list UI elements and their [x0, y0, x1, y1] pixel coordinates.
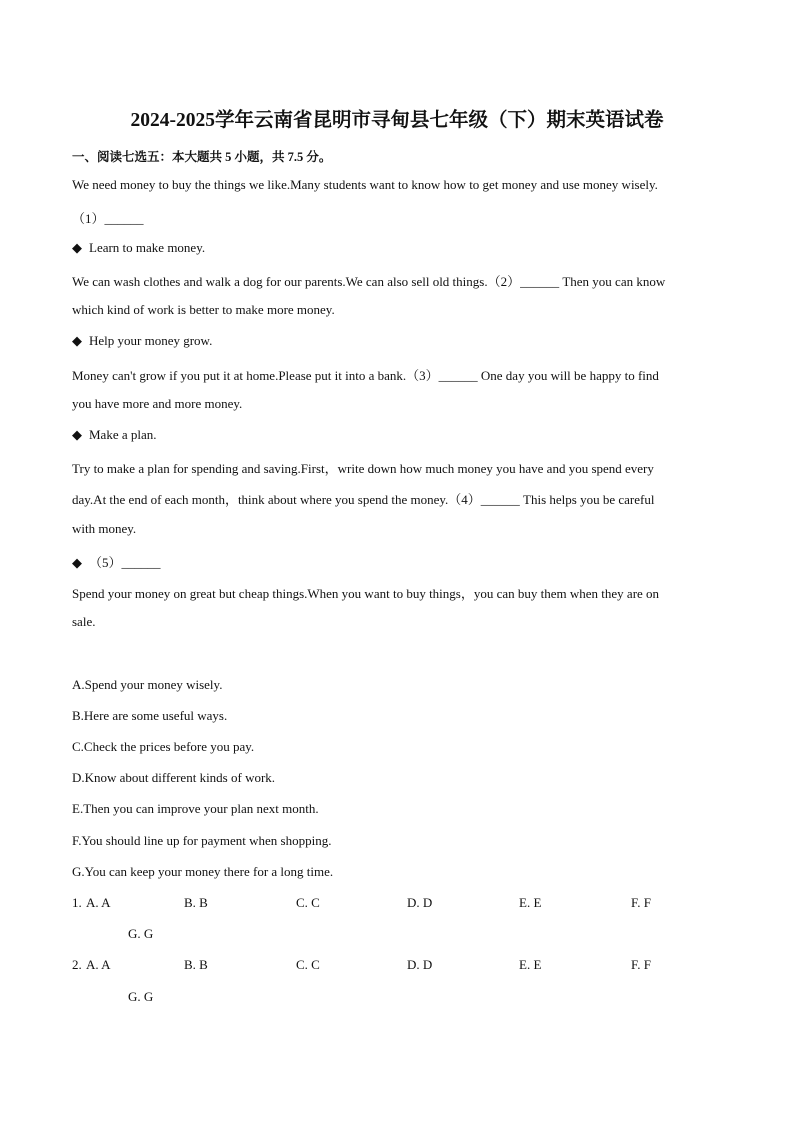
- choice-b: B.Here are some useful ways.: [72, 708, 228, 723]
- diamond-bullet-icon: ◆: [72, 555, 82, 570]
- question-1-option-f[interactable]: F. F: [631, 895, 651, 910]
- question-1-option-d[interactable]: D. D: [407, 895, 433, 910]
- choice-d: D.Know about different kinds of work.: [72, 770, 276, 785]
- choice-a: A.Spend your money wisely.: [72, 677, 223, 692]
- question-2-option-d[interactable]: D. D: [407, 957, 433, 972]
- blank-5: （5）______: [89, 555, 161, 570]
- page-title: 2024-2025学年云南省昆明市寻甸县七年级（下）期末英语试卷: [130, 110, 664, 131]
- question-1-option-b[interactable]: B. B: [184, 895, 208, 910]
- question-2-option-f[interactable]: F. F: [631, 957, 651, 972]
- question-2-option-e[interactable]: E. E: [519, 957, 542, 972]
- question-1-number: 1.: [72, 895, 82, 910]
- section-heading: 一、阅读七选五：本大题共 5 小题，共 7.5 分。: [72, 150, 332, 164]
- passage-subheading: [72, 240, 205, 256]
- passage-line: Try to make a plan for spending and saving.First，write down how much money you have and you spend every: [72, 461, 654, 476]
- diamond-bullet-icon: ◆: [72, 427, 82, 442]
- passage-line: which kind of work is better to make more money.: [72, 302, 335, 317]
- question-2-option-b[interactable]: B. B: [184, 957, 208, 972]
- passage-subheading: [72, 427, 157, 443]
- diamond-bullet-icon: ◆: [72, 333, 82, 348]
- passage-line: sale.: [72, 614, 96, 629]
- question-1-option-c[interactable]: C. C: [296, 895, 320, 910]
- passage-subheading: [72, 333, 212, 349]
- passage-subheading: [72, 552, 161, 571]
- choice-e: E.Then you can improve your plan next month.: [72, 801, 319, 816]
- passage-line: day.At the end of each month，think about where you spend the money.（4）______ This helps you be careful: [72, 492, 655, 507]
- choice-c: C.Check the prices before you pay.: [72, 739, 255, 754]
- question-2-option-g[interactable]: G. G: [128, 989, 154, 1004]
- choice-f: F.You should line up for payment when shopping.: [72, 833, 332, 848]
- question-2-option-a[interactable]: A. A: [86, 957, 111, 972]
- subheading-text: Make a plan.: [89, 427, 157, 442]
- passage-line: Spend your money on great but cheap things.When you want to buy things，you can buy them when they are on: [72, 586, 660, 601]
- subheading-text: Help your money grow.: [89, 333, 213, 348]
- question-2-number: 2.: [72, 957, 82, 972]
- passage-line: with money.: [72, 521, 137, 536]
- passage-line: We can wash clothes and walk a dog for our parents.We can also sell old things.（2）______ Then you can know: [72, 274, 666, 289]
- diamond-bullet-icon: ◆: [72, 240, 82, 255]
- choice-g: G.You can keep your money there for a long time.: [72, 864, 334, 879]
- passage-line: Money can't grow if you put it at home.Please put it into a bank.（3）______ One day you will be happy to find: [72, 368, 659, 383]
- passage-line: you have more and more money.: [72, 396, 243, 411]
- question-1-option-e[interactable]: E. E: [519, 895, 542, 910]
- passage-line: We need money to buy the things we like.Many students want to know how to get money and use money wisely.: [72, 177, 658, 192]
- subheading-text: Learn to make money.: [89, 240, 206, 255]
- blank-1: （1）______: [72, 211, 144, 226]
- question-1-option-a[interactable]: A. A: [86, 895, 111, 910]
- question-2-option-c[interactable]: C. C: [296, 957, 320, 972]
- question-1-option-g[interactable]: G. G: [128, 926, 154, 941]
